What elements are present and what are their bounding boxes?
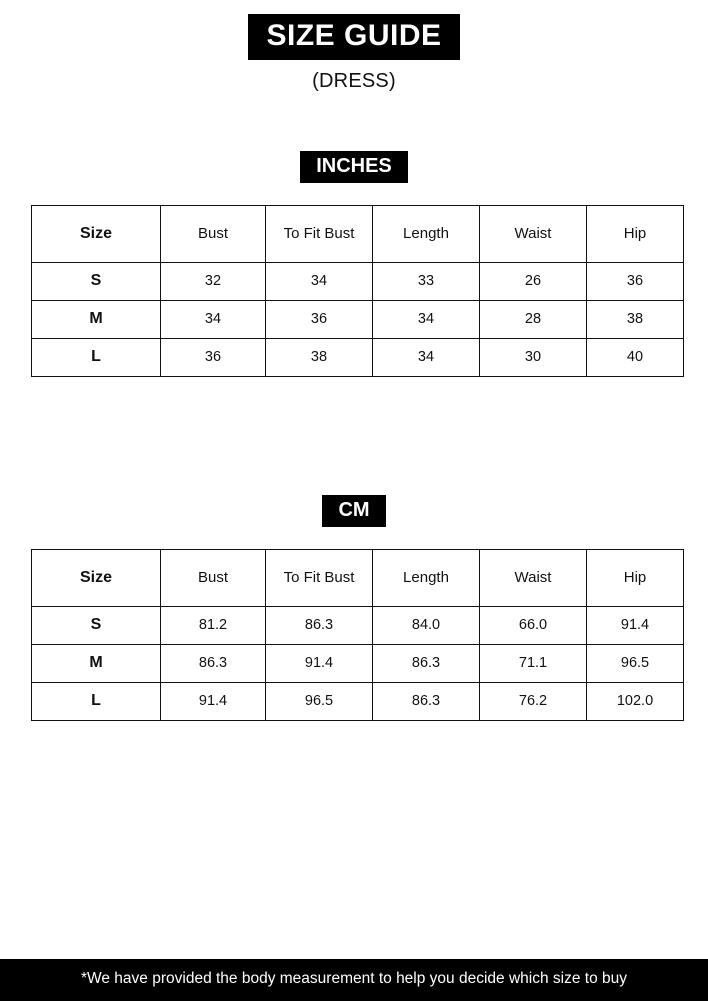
cell-size: S [32, 606, 161, 644]
cm-table-header [32, 549, 684, 606]
table-row [32, 682, 684, 720]
table-row [32, 300, 684, 338]
inches-table-body [32, 262, 684, 376]
cell-length: 86.3 [373, 644, 480, 682]
table-row [32, 644, 684, 682]
cell-hip: 91.4 [587, 606, 684, 644]
section-label-cm-wrap [0, 495, 708, 527]
cell-size: L [32, 682, 161, 720]
column-header-waist: Waist [480, 549, 587, 606]
cell-size: L [32, 338, 161, 376]
cell-bust: 36 [161, 338, 266, 376]
cell-bust: 81.2 [161, 606, 266, 644]
cell-length: 86.3 [373, 682, 480, 720]
section-label-cm: CM [322, 495, 385, 527]
table-header-row [32, 205, 684, 262]
cell-waist: 26 [480, 262, 587, 300]
cell-bust: 34 [161, 300, 266, 338]
table-row [32, 338, 684, 376]
cell-hip: 40 [587, 338, 684, 376]
column-header-size: Size [32, 549, 161, 606]
cell-length: 84.0 [373, 606, 480, 644]
section-label-inches-wrap [0, 151, 708, 183]
spacer-above-inches [0, 93, 708, 151]
cell-hip: 36 [587, 262, 684, 300]
cell-waist: 30 [480, 338, 587, 376]
page-header [0, 0, 708, 93]
cell-to-fit-bust: 91.4 [266, 644, 373, 682]
cell-to-fit-bust: 34 [266, 262, 373, 300]
cell-waist: 28 [480, 300, 587, 338]
column-header-to-fit-bust: To Fit Bust [266, 549, 373, 606]
spacer-cm-label-to-table [0, 527, 708, 549]
table-row [32, 262, 684, 300]
cell-bust: 91.4 [161, 682, 266, 720]
section-label-inches: INCHES [300, 151, 408, 183]
column-header-bust: Bust [161, 205, 266, 262]
inches-size-table [31, 205, 684, 377]
footer-note: *We have provided the body measurement to help you decide which size to buy [0, 959, 708, 1001]
cell-bust: 86.3 [161, 644, 266, 682]
column-header-length: Length [373, 549, 480, 606]
cell-length: 34 [373, 300, 480, 338]
spacer-between-sections [0, 377, 708, 495]
cell-size: M [32, 300, 161, 338]
page-subtitle: (DRESS) [312, 69, 396, 92]
cell-hip: 96.5 [587, 644, 684, 682]
cm-table-body [32, 606, 684, 720]
cell-to-fit-bust: 38 [266, 338, 373, 376]
spacer-inches-label-to-table [0, 183, 708, 205]
column-header-to-fit-bust: To Fit Bust [266, 205, 373, 262]
cell-size: M [32, 644, 161, 682]
cm-size-table [31, 549, 684, 721]
cell-hip: 38 [587, 300, 684, 338]
column-header-hip: Hip [587, 205, 684, 262]
cell-waist: 76.2 [480, 682, 587, 720]
inches-table-header [32, 205, 684, 262]
page-title: SIZE GUIDE [248, 14, 459, 60]
cell-waist: 66.0 [480, 606, 587, 644]
cell-bust: 32 [161, 262, 266, 300]
column-header-hip: Hip [587, 549, 684, 606]
cell-hip: 102.0 [587, 682, 684, 720]
cell-length: 34 [373, 338, 480, 376]
cell-to-fit-bust: 96.5 [266, 682, 373, 720]
inches-table-wrap [0, 205, 708, 377]
cell-waist: 71.1 [480, 644, 587, 682]
column-header-waist: Waist [480, 205, 587, 262]
cell-size: S [32, 262, 161, 300]
column-header-size: Size [32, 205, 161, 262]
table-header-row [32, 549, 684, 606]
table-row [32, 606, 684, 644]
column-header-length: Length [373, 205, 480, 262]
cell-length: 33 [373, 262, 480, 300]
cell-to-fit-bust: 36 [266, 300, 373, 338]
cell-to-fit-bust: 86.3 [266, 606, 373, 644]
column-header-bust: Bust [161, 549, 266, 606]
cm-table-wrap [0, 549, 708, 721]
